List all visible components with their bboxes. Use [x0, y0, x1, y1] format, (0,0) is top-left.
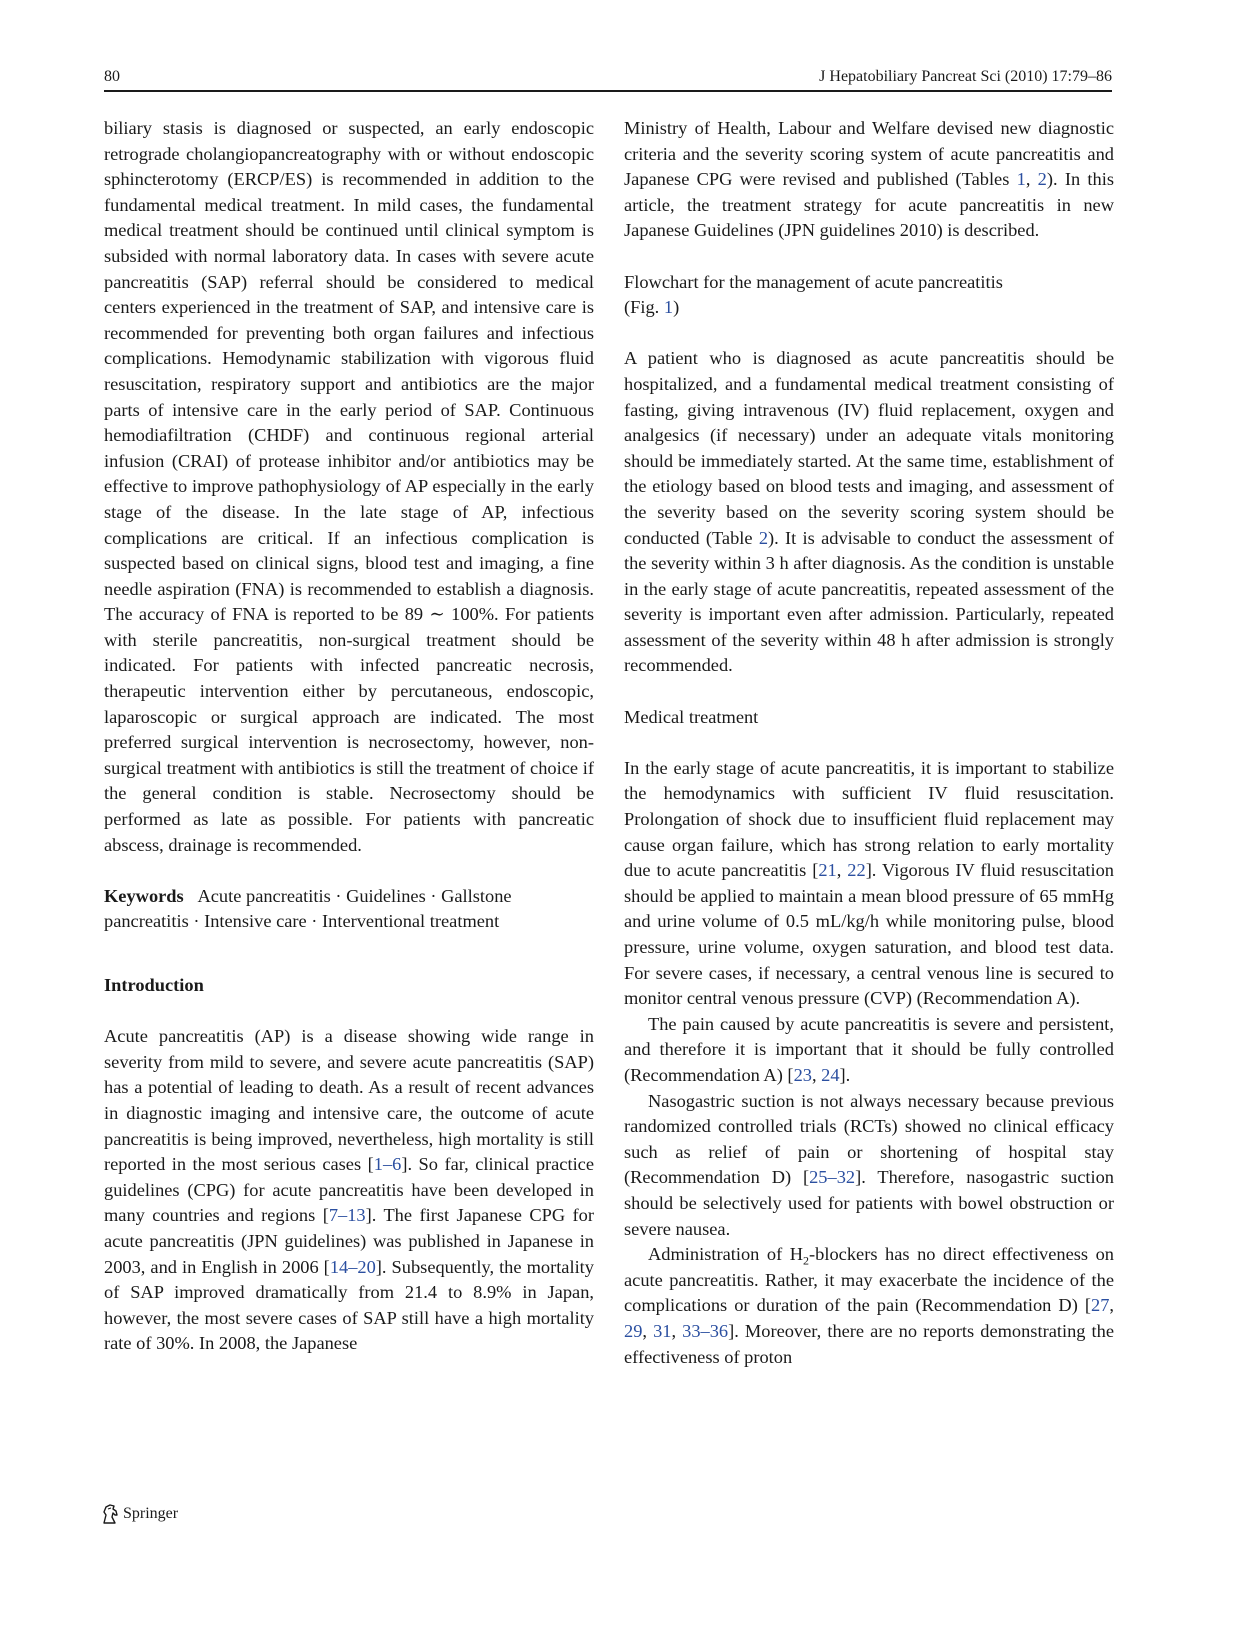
citation-link[interactable]: 25–32: [809, 1167, 856, 1188]
running-header: [104, 62, 1112, 92]
citation-link[interactable]: 33–36: [682, 1320, 729, 1341]
citation-link[interactable]: 7–13: [328, 1205, 366, 1226]
keywords-label: Keywords: [104, 885, 184, 906]
introduction-heading: Introduction: [104, 975, 204, 995]
citation-link[interactable]: 27: [1091, 1295, 1110, 1316]
citation-link[interactable]: 21: [818, 860, 837, 881]
introduction-continued-paragraph: Ministry of Health, Labour and Welfare devised new diagnostic criteria and the severity scoring system of acute pancreatitis and Japanese CPG were revised and published (Tables 1, 2). In this article, the treatment strategy for acute pancreatitis in new Japanese Guidelines (JPN guidelines 2010) is described.: [624, 118, 1114, 241]
keywords-line: [104, 884, 594, 935]
citation-link[interactable]: 1–6: [373, 1154, 402, 1175]
citation-link[interactable]: 14–20: [329, 1256, 376, 1277]
publisher-name: Springer: [123, 1505, 179, 1522]
medical-paragraph-4: Administration of $H_2$-blockers has no direct effectiveness on acute pancreatitis. Rather, it may exacerbate the incidence of the complications or duration of the pain (Recommendation D) [27, 29, 31, 33–36]. Moreover, there are no reports demonstrating the effectiveness of proton: [624, 1244, 1115, 1367]
journal-citation: J Hepatobiliary Pancreat Sci (2010) 17:79–86: [819, 68, 1112, 85]
keywords-list: Acute pancreatitis · Guidelines · Gallstone pancreatitis · Intensive care · Interventional treatment: [104, 885, 512, 932]
citation-link[interactable]: 29: [624, 1320, 643, 1341]
flowchart-section-heading: Flowchart for the management of acute pancreatitis (Fig. 1): [624, 271, 1003, 318]
publisher-footer: [100, 1500, 178, 1528]
introduction-paragraph: Acute pancreatitis (AP) is a disease showing wide range in severity from mild to severe, and severe acute pancreatitis (SAP) has a potential of leading to death. As a result of recent advances in diagnostic imaging and intensive care, the outcome of acute pancreatitis is being improved, nevertheless, high mortality is still reported in the most serious cases [1–6]. So far, clinical practice guidelines (CPG) for acute pancreatitis have been developed in many countries and regions [7–13]. The first Japanese CPG for acute pancreatitis (JPN guidelines) was published in Japanese in 2003, and in English in 2006 [14–20]. Subsequently, the mortality of SAP improved dramatically from 21.4 to 8.9% in Japan, however, the most severe cases of SAP still have a high mortality rate of 30%. In 2008, the Japanese: [104, 1026, 595, 1354]
medical-paragraph-3: Nasogastric suction is not always necessary because previous randomized controlled trials (RCTs) showed no clinical efficacy such as relief of pain or shortening of hospital stay (Recommendation D) [25–32]. Therefore, nasogastric suction should be selectively used for patients with bowel obstruction or severe nausea.: [624, 1090, 1115, 1239]
abstract-paragraph: biliary stasis is diagnosed or suspected, an early endoscopic retrograde cholangiopancreatography with or without endoscopic sphincterotomy (ERCP/ES) is recommended in addition to the fundamental medical treatment. In mild cases, the fundamental medical treatment should be continued until clinical symptom is subsided with normal laboratory data. In cases with severe acute pancreatitis (SAP) referral should be considered to medical centers experienced in the treatment of SAP, and intensive care is recommended for preventing both organ failures and infectious complications. Hemodynamic stabilization with vigorous fluid resuscitation, respiratory support and antibiotics are the major parts of intensive care in the early period of SAP. Continuous hemodiafiltration (CHDF) and continuous regional arterial infusion (CRAI) of protease inhibitor and/or antibiotics may be effective to improve pathophysiology of AP especially in the early stage of the disease. In the late stage of AP, infectious complications are critical. If an infectious complication is suspected based on clinical signs, blood test and imaging, a fine needle aspiration (FNA) is recommended to establish a diagnosis. The accuracy of FNA is reported to be 89 ∼ 100%. For patients with sterile pancreatitis, non-surgical treatment should be indicated. For patients with infected pancreatic necrosis, therapeutic intervention either by percutaneous, endoscopic, laparoscopic or surgical approach are indicated. The most preferred surgical intervention is necrosectomy, however, non-surgical treatment with antibiotics is still the treatment of choice if the general condition is stable. Necrosectomy should be performed as late as possible. For patients with pancreatic abscess, drainage is recommended.: [104, 118, 594, 855]
citation-link[interactable]: 31: [653, 1320, 672, 1341]
medical-paragraph-1: In the early stage of acute pancreatitis, it is important to stabilize the hemodynamics with sufficient IV fluid resuscitation. Prolongation of shock due to insufficient fluid replacement may cause organ failure, which has strong relation to early mortality due to acute pancreatitis [21, 22]. Vigorous IV fluid resuscitation should be applied to maintain a mean blood pressure of 65 mmHg and urine volume of 0.5 mL/kg/h while monitoring pulse, blood pressure, urine volume, oxygen saturation, and blood test data. For severe cases, if necessary, a central venous line is secured to monitor central venous pressure (CVP) (Recommendation A).: [624, 757, 1114, 1009]
citation-link[interactable]: 24: [821, 1064, 840, 1085]
flowchart-paragraph: A patient who is diagnosed as acute pancreatitis should be hospitalized, and a fundamental medical treatment consisting of fasting, giving intravenous (IV) fluid replacement, oxygen and analgesics (if necessary) under an adequate vitals monitoring should be immediately started. At the same time, establishment of the etiology based on blood tests and imaging, and assessment of the severity based on the severity scoring system should be conducted (Table 2). It is advisable to conduct the assessment of the severity within 3 h after diagnosis. As the condition is unstable in the early stage of acute pancreatitis, repeated assessment of the severity is important even after admission. Particularly, repeated assessment of the severity within 48 h after admission is strongly recommended.: [624, 348, 1114, 676]
left-column: [104, 116, 594, 1357]
table-link[interactable]: 2: [1037, 169, 1047, 190]
medical-treatment-heading: Medical treatment: [624, 706, 759, 727]
citation-link[interactable]: 23: [793, 1064, 812, 1085]
page-number: 80: [104, 68, 120, 85]
figure-link[interactable]: 1: [663, 297, 674, 318]
citation-link[interactable]: 22: [847, 860, 866, 881]
table-link[interactable]: 2: [758, 527, 769, 548]
medical-paragraph-2: The pain caused by acute pancreatitis is severe and persistent, and therefore it is important that it should be fully controlled (Recommendation A) [23, 24].: [624, 1013, 1114, 1085]
springer-horse-icon: [100, 1503, 120, 1525]
table-link[interactable]: 1: [1016, 169, 1026, 190]
right-column: [624, 116, 1114, 1370]
